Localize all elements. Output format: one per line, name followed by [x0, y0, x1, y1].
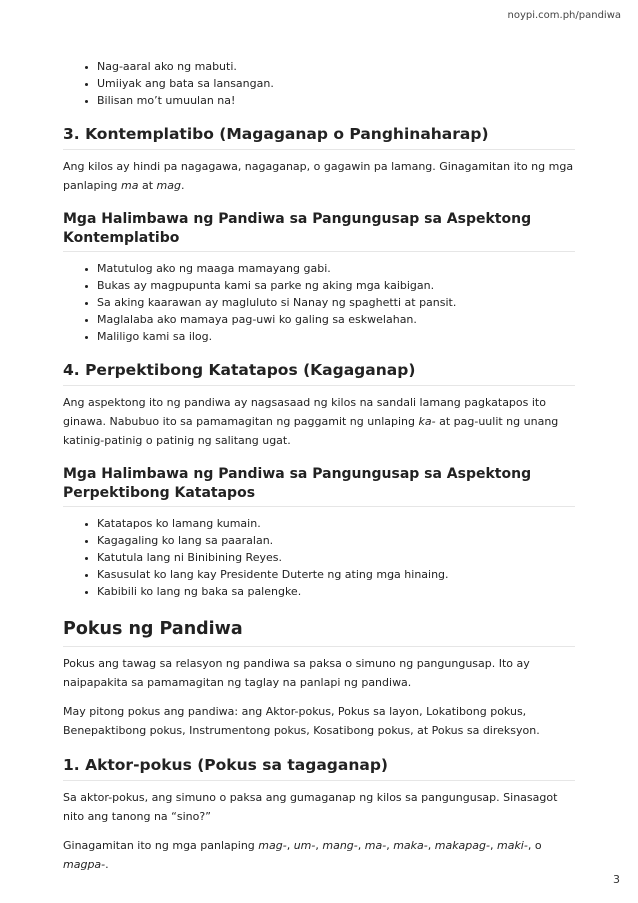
affix: mag-	[258, 839, 287, 852]
list-item: • Katutula lang ni Binibining Reyes.	[97, 549, 575, 566]
list-item: • Katatapos ko lamang kumain.	[97, 515, 575, 532]
section-heading-aktor-pokus: 1. Aktor-pokus (Pokus sa tagaganap)	[63, 755, 575, 781]
section-heading-pokus: Pokus ng Pandiwa	[63, 618, 575, 647]
paragraph-pokus-definition: Pokus ang tawag sa relasyon ng pandiwa sa paksa o simuno ng pangungusap. Ito ay naipapakita sa pamamagitan ng taglay na panlapi ng pandiwa.	[63, 657, 530, 689]
example-list-katatapos	[63, 515, 575, 600]
list-item: • Umiiyak ang bata sa lansangan.	[97, 75, 575, 92]
list-item: • Bukas ay magpupunta kami sa parke ng aking mga kaibigan.	[97, 277, 575, 294]
list-item: • Bilisan mo’t umuulan na!	[97, 92, 575, 109]
subheading-katatapos-examples: Mga Halimbawa ng Pandiwa sa Pangungusap sa Aspektong Perpektibong Katatapos	[63, 465, 575, 507]
paragraph-perpektibong-katatapos: Ang aspektong ito ng pandiwa ay nagsasaad ng kilos na sandali lamang pagkatapos ito ginawa. Nabubuo ito sa pamamagitan ng paggamit ng unlaping ka- at pag-uulit ng unang katinig-patinig o patinig ng salitang ugat.	[63, 396, 559, 447]
list-item: • Matutulog ako ng maaga mamayang gabi.	[97, 260, 575, 277]
list-item: • Maglalaba ako mamaya pag-uwi ko galing sa eskwelahan.	[97, 311, 575, 328]
list-item: • Nag-aaral ako ng mabuti.	[97, 58, 575, 75]
affix: ma-	[364, 839, 387, 852]
list-item: • Kabibili ko lang ng baka sa palengke.	[97, 583, 575, 600]
affix: maka-	[393, 839, 428, 852]
source-url: noypi.com.ph/pandiwa	[507, 10, 621, 21]
list-item: • Kagagaling ko lang sa paaralan.	[97, 532, 575, 549]
paragraph-kontemplatibo: Ang kilos ay hindi pa nagagawa, nagaganap, o gagawin pa lamang. Ginagamitan ito ng mga panlaping ma at mag.	[63, 160, 574, 192]
list-item: • Sa aking kaarawan ay magluluto si Nanay ng spaghetti at pansit.	[97, 294, 575, 311]
paragraph-aktor-pokus: Sa aktor-pokus, ang simuno o paksa ang gumaganap ng kilos sa pangungusap. Sinasagot nito ang tanong na “sino?”	[63, 791, 558, 823]
list-item: • Kasusulat ko lang kay Presidente Duterte ng ating mga hinaing.	[97, 566, 575, 583]
paragraph-pokus-types: May pitong pokus ang pandiwa: ang Aktor-pokus, Pokus sa layon, Lokatibong pokus, Benepaktibong pokus, Instrumentong pokus, Kosatibong pokus, at Pokus sa direksyon.	[63, 705, 540, 737]
section-heading-perpektibong-katatapos: 4. Perpektibong Katatapos (Kagaganap)	[63, 360, 575, 386]
affix: makapag-	[434, 839, 490, 852]
affix: um-	[293, 839, 316, 852]
example-list-kontemplatibo	[63, 260, 575, 345]
affix: mang-	[322, 839, 358, 852]
list-item: • Maliligo kami sa ilog.	[97, 328, 575, 345]
affix: maki-	[496, 839, 528, 852]
example-list-progressive	[63, 58, 575, 109]
page-number: 3	[613, 873, 620, 886]
subheading-kontemplatibo-examples: Mga Halimbawa ng Pandiwa sa Pangungusap sa Aspektong Kontemplatibo	[63, 210, 575, 252]
affix-list: mag-, um-, mang-, ma-, maka-, makapag-, maki-	[258, 839, 528, 852]
paragraph-aktor-affixes: Ginagamitan ito ng mga panlaping mag-, um-, mang-, ma-, maka-, makapag-, maki-, o magpa-.	[63, 839, 542, 871]
page-content	[63, 58, 575, 874]
section-heading-kontemplatibo: 3. Kontemplatibo (Magaganap o Panghinaharap)	[63, 124, 575, 150]
